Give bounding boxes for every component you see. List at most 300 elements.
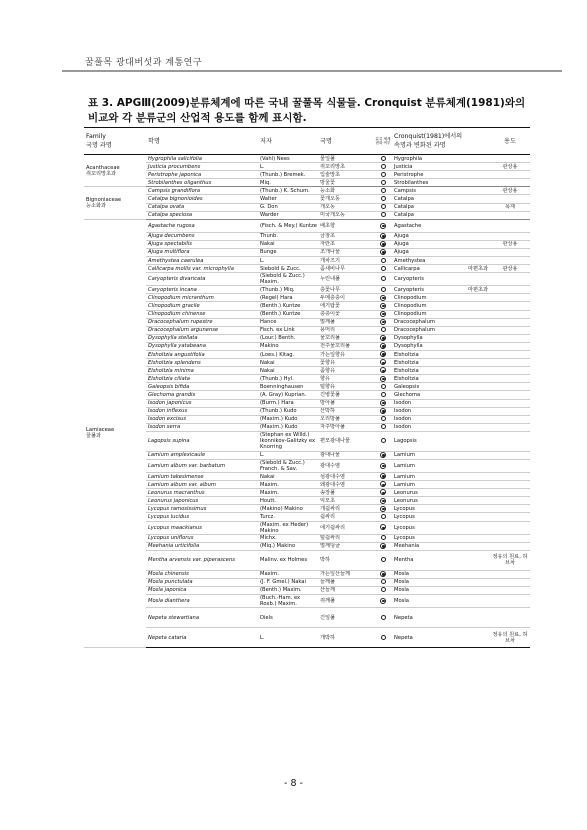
species-name-cell: Isodon serra bbox=[146, 423, 258, 431]
col-header-use: 용도 bbox=[490, 128, 530, 155]
table-row bbox=[84, 451, 530, 459]
cronquist-genus: Isodon bbox=[394, 408, 412, 415]
author-cell: Makino bbox=[258, 342, 318, 350]
col-header-system-change: 분류 체계 변화 여부 bbox=[374, 128, 392, 155]
system-change-cell bbox=[374, 171, 392, 179]
table-row bbox=[84, 367, 530, 375]
cronquist-cell bbox=[392, 367, 490, 375]
table-row bbox=[84, 534, 530, 542]
filled-circle-icon bbox=[380, 463, 386, 469]
species-name-cell: Dysophylla stellata bbox=[146, 334, 258, 342]
author-cell: (Benth.) Kuntze bbox=[258, 302, 318, 310]
cronquist-cell bbox=[392, 195, 490, 203]
species-name-cell: Justicia procumbens bbox=[146, 163, 258, 171]
system-change-cell bbox=[374, 473, 392, 481]
species-name-cell: Isodon excisus bbox=[146, 415, 258, 423]
filled-circle-icon bbox=[380, 481, 386, 487]
col-header-cronquist: Cronquist(1981)에서의 속명과 변화된 과명 bbox=[392, 128, 490, 155]
filled-circle-icon bbox=[380, 319, 386, 325]
use-cell bbox=[490, 481, 530, 489]
system-change-cell bbox=[374, 550, 392, 570]
cronquist-genus: Mosla bbox=[394, 587, 409, 594]
use-cell bbox=[490, 407, 530, 415]
system-change-cell bbox=[374, 595, 392, 608]
system-change-cell bbox=[374, 211, 392, 219]
filled-circle-icon bbox=[380, 311, 386, 317]
species-name-cell: Glechoma grandis bbox=[146, 391, 258, 399]
table-row bbox=[84, 342, 530, 350]
cronquist-genus: Nepeta bbox=[394, 614, 413, 621]
cronquist-cell bbox=[392, 232, 490, 240]
use-cell bbox=[490, 375, 530, 383]
korean-name-cell: 가는잎향유 bbox=[318, 350, 374, 358]
filled-circle-icon bbox=[380, 367, 386, 373]
korean-name-cell: 꽃향유 bbox=[318, 359, 374, 367]
korean-name-cell: 전주물꼬리풀 bbox=[318, 342, 374, 350]
open-circle-icon bbox=[381, 514, 386, 519]
system-change-cell bbox=[374, 505, 392, 513]
cronquist-genus: Lamium bbox=[394, 452, 415, 459]
cronquist-cell bbox=[392, 542, 490, 550]
author-cell: (Vahl) Nees bbox=[258, 155, 318, 163]
cronquist-genus: Clinopodium bbox=[394, 302, 427, 309]
author-cell: L. bbox=[258, 257, 318, 265]
open-circle-icon bbox=[381, 172, 386, 177]
author-cell: Houtt. bbox=[258, 497, 318, 505]
author-cell: (Benth.) Kuntze bbox=[258, 310, 318, 318]
system-change-cell bbox=[374, 415, 392, 423]
filled-circle-icon bbox=[380, 473, 386, 479]
table-row bbox=[84, 399, 530, 407]
family-cell: Lamiaceae 꿀풀과 bbox=[84, 219, 146, 647]
open-circle-icon bbox=[381, 615, 386, 620]
species-name-cell: Ajuga spectabilis bbox=[146, 240, 258, 248]
system-change-cell bbox=[374, 350, 392, 358]
cronquist-cell bbox=[392, 326, 490, 334]
cronquist-genus: Mosla bbox=[394, 598, 409, 605]
table-row bbox=[84, 359, 530, 367]
cronquist-genus: Caryopteris bbox=[394, 286, 424, 293]
author-cell: (Buch.-Ham. ex Roxb.) Maxim. bbox=[258, 595, 318, 608]
author-cell: (Maxim. ex Heder) Makino bbox=[258, 521, 318, 534]
species-name-cell: Mosla dianthera bbox=[146, 595, 258, 608]
use-cell bbox=[490, 367, 530, 375]
cronquist-genus: Leonurus bbox=[394, 489, 418, 496]
korean-name-cell: 미국개오동 bbox=[318, 211, 374, 219]
cronquist-cell bbox=[392, 415, 490, 423]
cronquist-genus: Lamium bbox=[394, 481, 415, 488]
open-circle-icon bbox=[381, 180, 386, 185]
cronquist-cell bbox=[392, 294, 490, 302]
use-cell bbox=[490, 171, 530, 179]
table-row bbox=[84, 163, 530, 171]
system-change-cell bbox=[374, 232, 392, 240]
author-cell: (Fisch. & Mey.) Kuntze bbox=[258, 219, 318, 232]
cronquist-cell bbox=[392, 423, 490, 431]
korean-name-cell: 자주방아풀 bbox=[318, 423, 374, 431]
cronquist-genus: Meehania bbox=[394, 543, 420, 550]
open-circle-icon bbox=[381, 164, 386, 169]
filled-circle-icon bbox=[380, 400, 386, 406]
author-cell: (J. F. Gmel.) Nakai bbox=[258, 578, 318, 586]
species-name-cell: Catalpa speciosa bbox=[146, 211, 258, 219]
cronquist-genus: Dysophylla bbox=[394, 335, 423, 342]
table-row bbox=[84, 521, 530, 534]
open-circle-icon bbox=[381, 424, 386, 429]
table-row bbox=[84, 326, 530, 334]
korean-name-cell: 오리방풀 bbox=[318, 415, 374, 423]
species-name-cell: Lamium takesimense bbox=[146, 473, 258, 481]
filled-circle-icon bbox=[380, 303, 386, 309]
open-circle-icon bbox=[381, 392, 386, 397]
species-name-cell: Nepeta stewartiana bbox=[146, 608, 258, 628]
filled-circle-icon bbox=[380, 598, 386, 604]
use-cell bbox=[490, 415, 530, 423]
table-row bbox=[84, 232, 530, 240]
use-cell bbox=[490, 460, 530, 473]
cronquist-genus: Lycopus bbox=[394, 524, 415, 531]
open-circle-icon bbox=[381, 188, 386, 193]
cronquist-family: 마편초과 bbox=[467, 265, 488, 272]
table-row bbox=[84, 391, 530, 399]
system-change-cell bbox=[374, 195, 392, 203]
author-cell: (Maxim.) Kudo bbox=[258, 423, 318, 431]
author-cell: Maxim. bbox=[258, 481, 318, 489]
cronquist-genus: Mosla bbox=[394, 571, 409, 578]
author-cell: (Benth.) Maxim. bbox=[258, 586, 318, 594]
korean-name-cell: 능소화 bbox=[318, 187, 374, 195]
filled-circle-icon bbox=[380, 408, 386, 414]
use-cell bbox=[490, 473, 530, 481]
korean-name-cell: 배초향 bbox=[318, 219, 374, 232]
family-cell: Bignoniaceae 능소화과 bbox=[84, 187, 146, 219]
cronquist-cell bbox=[392, 179, 490, 187]
table-row bbox=[84, 415, 530, 423]
cronquist-genus: Strobilanthes bbox=[394, 179, 429, 186]
species-table bbox=[84, 127, 530, 648]
col-header-korean-name: 국명 bbox=[318, 128, 374, 155]
open-circle-icon bbox=[381, 557, 386, 562]
author-cell: (Burm.) Hara bbox=[258, 399, 318, 407]
korean-name-cell: 편모광대나물 bbox=[318, 431, 374, 451]
filled-circle-icon bbox=[380, 335, 386, 341]
use-cell bbox=[490, 273, 530, 286]
korean-name-cell: 익모초 bbox=[318, 497, 374, 505]
open-circle-icon bbox=[381, 416, 386, 421]
cronquist-cell bbox=[392, 359, 490, 367]
running-header: 꿀풀목 광대버섯과 계통연구 bbox=[85, 58, 203, 68]
korean-name-cell: 산들깨 bbox=[318, 586, 374, 594]
author-cell: L. bbox=[258, 628, 318, 648]
open-circle-icon bbox=[381, 258, 386, 263]
cronquist-cell bbox=[392, 513, 490, 521]
cronquist-cell bbox=[392, 342, 490, 350]
system-change-cell bbox=[374, 342, 392, 350]
filled-circle-icon bbox=[380, 543, 386, 549]
author-cell: (Thunb.) Hyl. bbox=[258, 375, 318, 383]
table-row bbox=[84, 318, 530, 326]
use-cell bbox=[490, 423, 530, 431]
system-change-cell bbox=[374, 265, 392, 273]
korean-name-cell: 긴잎풀 bbox=[318, 608, 374, 628]
cronquist-cell bbox=[392, 628, 490, 648]
species-name-cell: Strobilanthes oliganthus bbox=[146, 179, 258, 187]
species-name-cell: Clinopodium micranthum bbox=[146, 294, 258, 302]
system-change-cell bbox=[374, 542, 392, 550]
header-rule bbox=[62, 70, 562, 72]
filled-circle-icon bbox=[380, 571, 386, 577]
author-cell: Maxim. bbox=[258, 570, 318, 578]
cronquist-genus: Ajuga bbox=[394, 233, 409, 240]
author-cell: Walter bbox=[258, 195, 318, 203]
page-number: - 8 - bbox=[284, 778, 303, 789]
species-name-cell: Lamium album var. album bbox=[146, 481, 258, 489]
filled-circle-icon bbox=[380, 489, 386, 495]
use-cell: 관상용 bbox=[490, 265, 530, 273]
cronquist-cell bbox=[392, 521, 490, 534]
system-change-cell bbox=[374, 302, 392, 310]
cronquist-genus: Elsholtzia bbox=[394, 375, 419, 382]
table-row bbox=[84, 302, 530, 310]
cronquist-cell bbox=[392, 248, 490, 256]
use-cell bbox=[490, 342, 530, 350]
system-change-cell bbox=[374, 257, 392, 265]
korean-name-cell: 좀새비나무 bbox=[318, 265, 374, 273]
korean-name-cell: 물꼬리풀 bbox=[318, 334, 374, 342]
korean-name-cell: 두메층층이 bbox=[318, 294, 374, 302]
cronquist-genus: Clinopodium bbox=[394, 294, 427, 301]
table-row bbox=[84, 350, 530, 358]
cronquist-cell bbox=[392, 534, 490, 542]
use-cell bbox=[490, 521, 530, 534]
system-change-cell bbox=[374, 481, 392, 489]
use-cell bbox=[490, 286, 530, 294]
table-row bbox=[84, 628, 530, 648]
korean-name-cell: 박하 bbox=[318, 550, 374, 570]
system-change-cell bbox=[374, 359, 392, 367]
use-cell bbox=[490, 350, 530, 358]
cronquist-cell bbox=[392, 570, 490, 578]
korean-name-cell: 좀향유 bbox=[318, 367, 374, 375]
species-name-cell: Elsholtzia angustifolia bbox=[146, 350, 258, 358]
korean-name-cell: 용머리 bbox=[318, 326, 374, 334]
author-cell: Boenninghausen bbox=[258, 383, 318, 391]
system-change-cell bbox=[374, 375, 392, 383]
cronquist-cell bbox=[392, 586, 490, 594]
author-cell: (Miq.) Makino bbox=[258, 542, 318, 550]
table-row bbox=[84, 570, 530, 578]
cronquist-cell bbox=[392, 334, 490, 342]
cronquist-cell bbox=[392, 489, 490, 497]
author-cell: (A. Gray) Kuprian. bbox=[258, 391, 318, 399]
korean-name-cell: 광대수염 bbox=[318, 460, 374, 473]
table-row bbox=[84, 240, 530, 248]
system-change-cell bbox=[374, 521, 392, 534]
cronquist-genus: Lagopsis bbox=[394, 438, 417, 445]
author-cell: (Thunb.) Miq. bbox=[258, 286, 318, 294]
korean-name-cell: 쥐깨풀 bbox=[318, 595, 374, 608]
filled-circle-icon bbox=[380, 524, 386, 530]
system-change-cell bbox=[374, 219, 392, 232]
species-name-cell: Leonurus macranthus bbox=[146, 489, 258, 497]
korean-name-cell: 털향유 bbox=[318, 383, 374, 391]
cronquist-cell bbox=[392, 219, 490, 232]
use-cell bbox=[490, 155, 530, 163]
system-change-cell bbox=[374, 318, 392, 326]
korean-name-cell: 쉽싸리 bbox=[318, 513, 374, 521]
cronquist-cell bbox=[392, 595, 490, 608]
table-row bbox=[84, 595, 530, 608]
use-cell bbox=[490, 489, 530, 497]
system-change-cell bbox=[374, 294, 392, 302]
cronquist-cell bbox=[392, 257, 490, 265]
open-circle-icon bbox=[381, 156, 386, 161]
use-cell bbox=[490, 431, 530, 451]
species-name-cell: Elsholtzia ciliata bbox=[146, 375, 258, 383]
species-name-cell: Mosla punctulata bbox=[146, 578, 258, 586]
cronquist-cell bbox=[392, 473, 490, 481]
cronquist-cell bbox=[392, 578, 490, 586]
open-circle-icon bbox=[381, 212, 386, 217]
author-cell: G. Don bbox=[258, 203, 318, 211]
species-name-cell: Meehania urticifolia bbox=[146, 542, 258, 550]
open-circle-icon bbox=[381, 276, 386, 281]
species-name-cell: Nepeta cataria bbox=[146, 628, 258, 648]
table-row bbox=[84, 542, 530, 550]
cronquist-cell bbox=[392, 505, 490, 513]
system-change-cell bbox=[374, 628, 392, 648]
use-cell bbox=[490, 383, 530, 391]
author-cell: Hance bbox=[258, 318, 318, 326]
table-row bbox=[84, 407, 530, 415]
cronquist-cell bbox=[392, 286, 490, 294]
korean-name-cell: 개오동 bbox=[318, 203, 374, 211]
species-name-cell: Amethystea caerulea bbox=[146, 257, 258, 265]
cronquist-genus: Lamium bbox=[394, 463, 415, 469]
cronquist-genus: Clinopodium bbox=[394, 311, 427, 318]
korean-name-cell: 조개나물 bbox=[318, 248, 374, 256]
use-cell bbox=[490, 570, 530, 578]
author-cell: (Thunb.) Bremek. bbox=[258, 171, 318, 179]
use-cell: 목재 bbox=[490, 203, 530, 211]
korean-name-cell: 자란초 bbox=[318, 240, 374, 248]
cronquist-cell bbox=[392, 310, 490, 318]
species-name-cell: Lycopus ramosissimus bbox=[146, 505, 258, 513]
use-cell: 관상용 bbox=[490, 187, 530, 195]
author-cell: (Maxim.) Kudo bbox=[258, 415, 318, 423]
cronquist-cell bbox=[392, 451, 490, 459]
use-cell bbox=[490, 399, 530, 407]
table-row bbox=[84, 460, 530, 473]
korean-name-cell: 섬광대수염 bbox=[318, 473, 374, 481]
use-cell bbox=[490, 608, 530, 628]
system-change-cell bbox=[374, 248, 392, 256]
table-row bbox=[84, 286, 530, 294]
col-header-family: Family 국명 과명 bbox=[84, 128, 146, 155]
table-row bbox=[84, 211, 530, 219]
open-circle-icon bbox=[381, 535, 386, 540]
species-name-cell: Lycopus lucidus bbox=[146, 513, 258, 521]
author-cell: Siebold & Zucc. bbox=[258, 265, 318, 273]
species-name-cell: Peristrophe japonica bbox=[146, 171, 258, 179]
cronquist-genus: Lamium bbox=[394, 473, 415, 480]
korean-name-cell: 물잎풀 bbox=[318, 155, 374, 163]
cronquist-cell bbox=[392, 399, 490, 407]
use-cell bbox=[490, 359, 530, 367]
use-cell bbox=[490, 248, 530, 256]
cronquist-cell bbox=[392, 391, 490, 399]
author-cell: (Siebold & Zucc.) Franch. & Sav. bbox=[258, 460, 318, 473]
korean-name-cell: 송장풀 bbox=[318, 489, 374, 497]
cronquist-cell bbox=[392, 265, 490, 273]
species-name-cell: Leonurus japonicus bbox=[146, 497, 258, 505]
author-cell: L. bbox=[258, 163, 318, 171]
author-cell: Fisch. ex Link bbox=[258, 326, 318, 334]
species-name-cell: Caryopteris incana bbox=[146, 286, 258, 294]
cronquist-genus: Dracocephalum bbox=[394, 327, 435, 334]
species-name-cell: Ajuga multiflora bbox=[146, 248, 258, 256]
system-change-cell bbox=[374, 367, 392, 375]
korean-name-cell: 광대나물 bbox=[318, 451, 374, 459]
table-row bbox=[84, 608, 530, 628]
species-name-cell: Galeopsis bifida bbox=[146, 383, 258, 391]
species-name-cell: Clinopodium chinense bbox=[146, 310, 258, 318]
family-cell: Acanthaceae 쥐꼬리망초과 bbox=[84, 155, 146, 187]
use-cell bbox=[490, 310, 530, 318]
cronquist-cell bbox=[392, 163, 490, 171]
cronquist-cell bbox=[392, 431, 490, 451]
cronquist-genus: Glechoma bbox=[394, 391, 421, 398]
table-row bbox=[84, 155, 530, 163]
system-change-cell bbox=[374, 497, 392, 505]
species-name-cell: Catalpa bignonioides bbox=[146, 195, 258, 203]
author-cell: Nakai bbox=[258, 359, 318, 367]
system-change-cell bbox=[374, 240, 392, 248]
filled-circle-icon bbox=[380, 452, 386, 458]
cronquist-genus: Ajuga bbox=[394, 241, 409, 248]
system-change-cell bbox=[374, 334, 392, 342]
filled-circle-icon bbox=[380, 498, 386, 504]
cronquist-genus: Justicia bbox=[394, 163, 413, 170]
species-name-cell: Callicarpa mollis var. microphylla bbox=[146, 265, 258, 273]
cronquist-family: 마편초과 bbox=[467, 286, 488, 293]
author-cell: (Lour.) Benth. bbox=[258, 334, 318, 342]
korean-name-cell: 금창초 bbox=[318, 232, 374, 240]
use-cell bbox=[490, 294, 530, 302]
author-cell: Thunb. bbox=[258, 232, 318, 240]
species-name-cell: Hygrophila salicifolia bbox=[146, 155, 258, 163]
use-cell bbox=[490, 219, 530, 232]
filled-circle-icon bbox=[380, 223, 386, 229]
table-row bbox=[84, 171, 530, 179]
cronquist-genus: Callicarpa bbox=[394, 265, 420, 272]
use-cell bbox=[490, 302, 530, 310]
cronquist-genus: Lycopus bbox=[394, 514, 415, 521]
author-cell: Maxim. bbox=[258, 489, 318, 497]
korean-name-cell: 개박하 bbox=[318, 628, 374, 648]
korean-name-cell: 벌깨풀 bbox=[318, 318, 374, 326]
cronquist-genus: Leonurus bbox=[394, 497, 418, 504]
filled-circle-icon bbox=[380, 241, 386, 247]
cronquist-genus: Mosla bbox=[394, 579, 409, 586]
species-name-cell: Elsholtzia splendens bbox=[146, 359, 258, 367]
cronquist-genus: Peristrophe bbox=[394, 171, 424, 178]
korean-name-cell: 층꽃나무 bbox=[318, 286, 374, 294]
cronquist-genus: Agastache bbox=[394, 222, 422, 229]
use-cell bbox=[490, 257, 530, 265]
table-row bbox=[84, 219, 530, 232]
filled-circle-icon bbox=[380, 359, 386, 365]
